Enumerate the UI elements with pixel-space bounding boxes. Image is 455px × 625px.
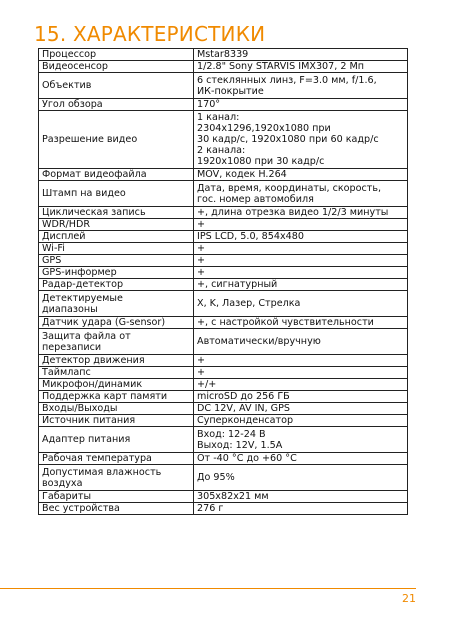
specs-table-body [39, 49, 408, 515]
table-row [39, 99, 408, 111]
table-row [39, 415, 408, 427]
spec-value: +, с настройкой чувствительности [194, 317, 408, 329]
spec-name: Датчик удара (G-sensor) [39, 317, 194, 329]
table-row [39, 427, 408, 453]
spec-value: 170° [194, 99, 408, 111]
spec-name: Угол обзора [39, 99, 194, 111]
spec-name: Микрофон/динамик [39, 379, 194, 391]
table-row [39, 379, 408, 391]
table-row [39, 61, 408, 73]
table-row [39, 49, 408, 61]
table-row [39, 255, 408, 267]
spec-name: Входы/Выходы [39, 403, 194, 415]
spec-value: +, длина отрезка видео 1/2/3 минуты [194, 207, 408, 219]
spec-name: Дисплей [39, 231, 194, 243]
spec-name: Wi-Fi [39, 243, 194, 255]
spec-value: 305x82x21 мм [194, 491, 408, 503]
table-row [39, 317, 408, 329]
table-row [39, 267, 408, 279]
table-row [39, 403, 408, 415]
table-row [39, 355, 408, 367]
spec-name: GPS [39, 255, 194, 267]
spec-name: Допустимая влажность воздуха [39, 465, 194, 491]
table-row [39, 329, 408, 355]
specs-table [38, 48, 408, 515]
table-row [39, 391, 408, 403]
page-number: 21 [402, 592, 416, 605]
spec-value: +, сигнатурный [194, 279, 408, 291]
table-row [39, 219, 408, 231]
spec-name: Габариты [39, 491, 194, 503]
spec-name: Детектор движения [39, 355, 194, 367]
spec-name: GPS-информер [39, 267, 194, 279]
spec-value: DC 12V, AV IN, GPS [194, 403, 408, 415]
spec-name: Защита файла от перезаписи [39, 329, 194, 355]
spec-value: 6 стеклянных линз, F=3.0 мм, f/1.6, ИК-покрытие [194, 73, 408, 99]
spec-value: 276 г [194, 503, 408, 515]
spec-name: Видеосенсор [39, 61, 194, 73]
footer-divider [0, 588, 416, 589]
spec-name: Разрешение видео [39, 111, 194, 169]
spec-name: Таймлапс [39, 367, 194, 379]
spec-name: Адаптер питания [39, 427, 194, 453]
spec-value: От -40 °С до +60 °С [194, 453, 408, 465]
spec-name: Поддержка карт памяти [39, 391, 194, 403]
spec-name: Процессор [39, 49, 194, 61]
table-row [39, 231, 408, 243]
table-row [39, 181, 408, 207]
spec-value: 1/2.8" Sony STARVIS IMX307, 2 Мп [194, 61, 408, 73]
spec-value: 1 канал: 2304x1296,1920x1080 при 30 кадр/с, 1920x1080 при 60 кадр/с 2 канала: 1920x1080 при 30 кадр/с [194, 111, 408, 169]
spec-name: Радар-детектор [39, 279, 194, 291]
spec-value: До 95% [194, 465, 408, 491]
spec-value: +/+ [194, 379, 408, 391]
table-row [39, 503, 408, 515]
table-row [39, 73, 408, 99]
spec-value: MOV, кодек H.264 [194, 169, 408, 181]
spec-name: Источник питания [39, 415, 194, 427]
table-row [39, 279, 408, 291]
spec-value: Mstar8339 [194, 49, 408, 61]
spec-name: Детектируемые диапазоны [39, 291, 194, 317]
spec-value: + [194, 367, 408, 379]
spec-value: X, K, Лазер, Стрелка [194, 291, 408, 317]
table-row [39, 453, 408, 465]
page-title: 15. ХАРАКТЕРИСТИКИ [34, 22, 266, 46]
table-row [39, 291, 408, 317]
spec-value: + [194, 255, 408, 267]
spec-name: Объектив [39, 73, 194, 99]
spec-value: + [194, 243, 408, 255]
spec-name: Циклическая запись [39, 207, 194, 219]
spec-value: IPS LCD, 5.0, 854x480 [194, 231, 408, 243]
spec-value: + [194, 355, 408, 367]
table-row [39, 243, 408, 255]
spec-name: Формат видеофайла [39, 169, 194, 181]
spec-value: Суперконденсатор [194, 415, 408, 427]
spec-value: + [194, 267, 408, 279]
spec-name: Штамп на видео [39, 181, 194, 207]
spec-value: Вход: 12-24 В Выход: 12V, 1.5A [194, 427, 408, 453]
spec-value: Дата, время, координаты, скорость, гос. номер автомобиля [194, 181, 408, 207]
table-row [39, 207, 408, 219]
table-row [39, 169, 408, 181]
table-row [39, 367, 408, 379]
table-row [39, 465, 408, 491]
spec-name: Вес устройства [39, 503, 194, 515]
spec-name: WDR/HDR [39, 219, 194, 231]
table-row [39, 491, 408, 503]
spec-name: Рабочая температура [39, 453, 194, 465]
spec-value: + [194, 219, 408, 231]
table-row [39, 111, 408, 169]
spec-value: Автоматически/вручную [194, 329, 408, 355]
spec-value: microSD до 256 ГБ [194, 391, 408, 403]
